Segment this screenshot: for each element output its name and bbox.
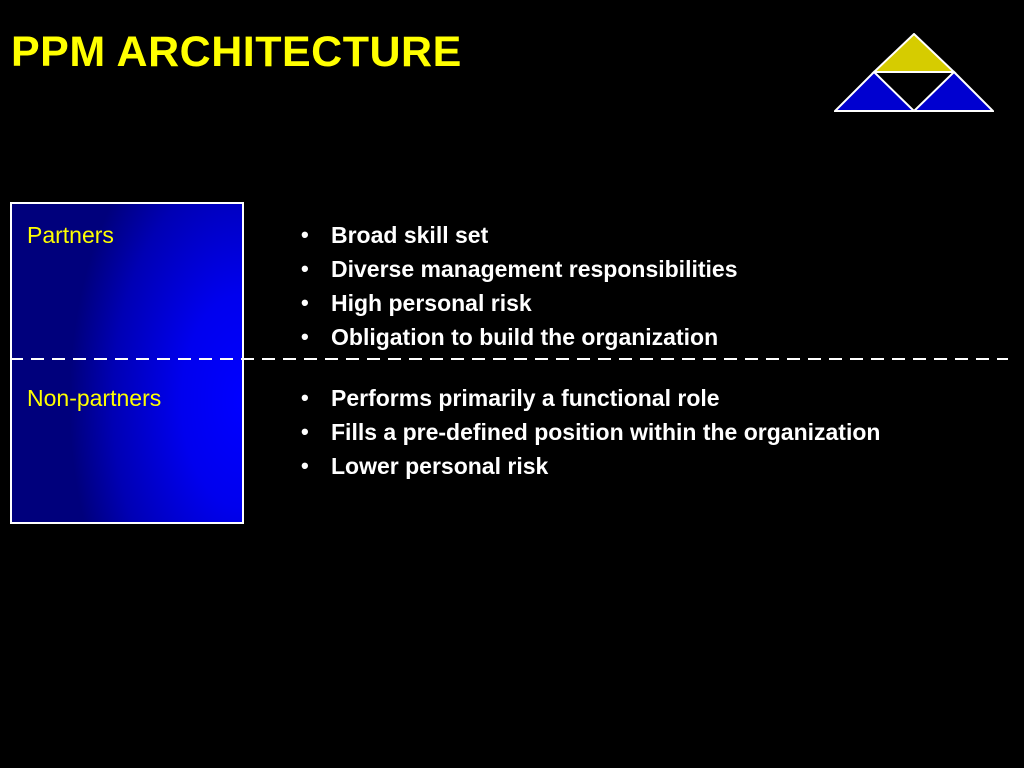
bullet-item xyxy=(301,382,880,416)
bullet-icon: • xyxy=(301,385,309,410)
bullet-text: Diverse management responsibilities xyxy=(331,256,738,282)
bullet-text: Fills a pre-defined position within the organization xyxy=(331,419,881,445)
group-label-non-partners: Non-partners xyxy=(27,385,162,411)
bullet-item xyxy=(301,450,880,484)
bullet-text: High personal risk xyxy=(331,290,532,316)
bullet-item xyxy=(301,416,880,450)
bullet-list-partners xyxy=(301,219,738,355)
bullet-icon: • xyxy=(301,256,309,281)
bullet-text: Obligation to build the organization xyxy=(331,324,719,350)
bullet-item xyxy=(301,219,738,253)
bullet-icon: • xyxy=(301,419,309,444)
bullet-item xyxy=(301,287,738,321)
bullet-list-non-partners xyxy=(301,382,880,484)
bullet-icon: • xyxy=(301,453,309,478)
bullet-icon: • xyxy=(301,222,309,247)
dashed-divider xyxy=(10,358,1008,360)
category-panel xyxy=(10,202,244,524)
group-label-partners: Partners xyxy=(27,222,114,248)
logo-bottom-left-triangle xyxy=(835,72,914,111)
bullet-icon: • xyxy=(301,324,309,349)
logo-bottom-right-triangle xyxy=(914,72,993,111)
bullet-text: Performs primarily a functional role xyxy=(331,385,720,411)
bullet-icon: • xyxy=(301,290,309,315)
slide-title: PPM ARCHITECTURE xyxy=(11,28,462,76)
logo-top-triangle xyxy=(874,34,954,72)
bullet-text: Broad skill set xyxy=(331,222,489,248)
bullet-item xyxy=(301,253,738,287)
bullet-item xyxy=(301,321,738,355)
bullet-text: Lower personal risk xyxy=(331,453,549,479)
triforce-triangle-logo-icon xyxy=(834,33,994,113)
